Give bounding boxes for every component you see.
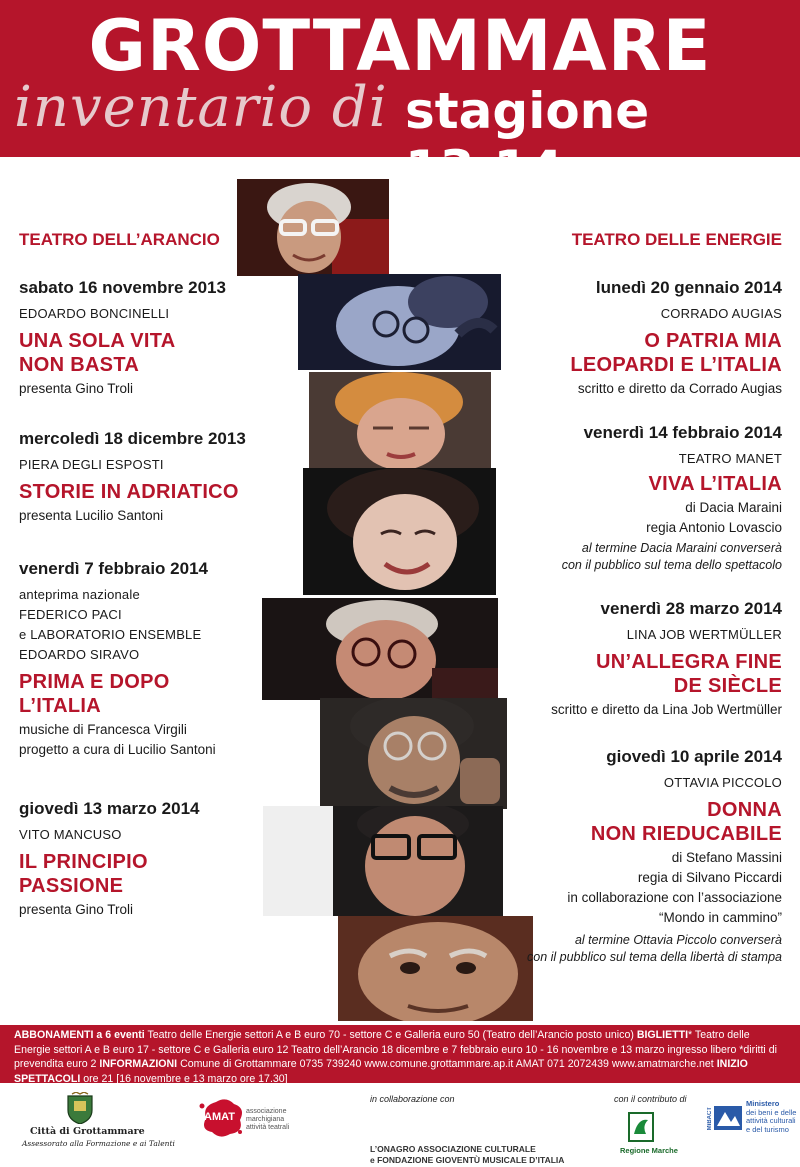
- event-artist: VITO MANCUSO: [19, 827, 122, 842]
- event-note: di Dacia Maraini: [685, 500, 782, 515]
- biglietti-text: * Teatro delle Energie settori A e B euro 17 - settore C e Galleria euro 12 Teatro dell’Arancio 18 dicembre e 7 febbraio euro 10 - 16 novembre e 13 marzo ingresso libero *diritti di prevendita euro 2: [14, 1029, 777, 1070]
- event-artist: PIERA DEGLI ESPOSTI: [19, 457, 164, 472]
- event-note: scritto e diretto da Corrado Augias: [577, 381, 782, 396]
- amat-logo-text: AMAT: [204, 1111, 235, 1123]
- venue-left: TEATRO DELL’ARANCIO: [19, 230, 220, 249]
- event-date: venerdì 7 febbraio 2014: [19, 559, 208, 578]
- amat-subtitle-line: marchigiana: [246, 1116, 285, 1123]
- event-note-italic: al termine Ottavia Piccolo converserà: [574, 933, 782, 947]
- event-date: sabato 16 novembre 2013: [19, 278, 226, 297]
- portrait-photo-2: [298, 274, 501, 370]
- event-artist: LINA JOB WERTMÜLLER: [626, 627, 782, 642]
- event-right-3: [551, 598, 782, 720]
- event-date: lunedì 20 gennaio 2014: [595, 278, 782, 297]
- event-title: UNA SOLA VITA: [19, 330, 176, 352]
- event-note: scritto e diretto da Lina Job Wertmüller: [551, 702, 782, 717]
- collab-label: in collaborazione con: [370, 1094, 455, 1104]
- event-note: presenta Gino Troli: [19, 902, 134, 917]
- event-right-1: [570, 277, 782, 399]
- mibact-icon: [714, 1106, 742, 1135]
- event-date: venerdì 14 febbraio 2014: [583, 423, 782, 442]
- header-banner: [0, 0, 800, 198]
- event-note-italic: al termine Dacia Maraini converserà: [581, 541, 782, 555]
- event-title: DE SIÈCLE: [673, 675, 782, 697]
- event-note-italic: con il pubblico sul tema dello spettacolo: [561, 558, 782, 572]
- info-text: [0, 1025, 800, 1086]
- ministero-line: dei beni e delle: [746, 1107, 797, 1117]
- event-title: NON BASTA: [19, 354, 140, 376]
- event-title: STORIE IN ADRIATICO: [19, 481, 239, 503]
- event-title: L’ITALIA: [19, 695, 102, 717]
- portrait-photo-3: [309, 372, 491, 468]
- event-artist: anteprima nazionale: [19, 587, 140, 602]
- event-title: NON RIEDUCABILE: [590, 823, 782, 845]
- event-title: DONNA: [707, 799, 782, 821]
- event-date: giovedì 13 marzo 2014: [19, 799, 200, 818]
- regione-marche-icon: [628, 1112, 654, 1147]
- event-note: “Mondo in cammino”: [658, 910, 782, 925]
- event-right-2: [562, 422, 782, 574]
- portrait-photo-7: [263, 806, 503, 916]
- portrait-photo-4: [303, 468, 496, 595]
- event-artist: OTTAVIA PICCOLO: [663, 775, 782, 790]
- biglietti-label: BIGLIETTI: [636, 1029, 689, 1041]
- event-title: VIVA L’ITALIA: [648, 473, 782, 495]
- collab-line-1: L’ONAGRO ASSOCIAZIONE CULTURALE: [370, 1144, 536, 1154]
- event-artist: EDOARDO BONCINELLI: [19, 306, 170, 321]
- event-note: presenta Lucilio Santoni: [19, 508, 164, 523]
- venue-right: TEATRO DELLE ENERGIE: [571, 230, 782, 249]
- informazioni-text: Comune di Grottammare 0735 739240 www.comune.grottammare.ap.it AMAT 071 2072439 www.amatmarche.net: [180, 1058, 714, 1070]
- event-date: giovedì 10 aprile 2014: [606, 747, 782, 766]
- event-left-3: [19, 558, 216, 760]
- inizio-text: ore 21 [16 novembre e 13 marzo ore 17.30]: [83, 1072, 288, 1085]
- contrib-label: con il contributo di: [614, 1094, 687, 1104]
- mibact-label: MiBACT: [707, 1107, 713, 1131]
- inizio-label: INIZIO SPETTACOLI: [14, 1058, 748, 1085]
- event-title: UN’ALLEGRA FINE: [596, 651, 782, 673]
- event-note: regia Antonio Lovascio: [646, 520, 782, 535]
- event-artist: EDOARDO SIRAVO: [19, 647, 140, 662]
- event-title: IL PRINCIPIO: [19, 851, 148, 873]
- event-title: LEOPARDI E L’ITALIA: [570, 354, 782, 376]
- portrait-photo-8: [338, 916, 533, 1021]
- event-note: di Stefano Massini: [671, 850, 782, 865]
- event-title: PASSIONE: [19, 875, 124, 897]
- event-note: regia di Silvano Piccardi: [637, 870, 782, 885]
- subtitle-season: stagione 13.14: [405, 82, 650, 198]
- event-note-italic: con il pubblico sul tema della libertà di stampa: [527, 950, 782, 964]
- subtitle-script: inventario di: [14, 75, 388, 140]
- ministero-line: Ministero: [746, 1099, 780, 1108]
- event-artist: CORRADO AUGIAS: [660, 306, 782, 321]
- page-title: GROTTAMMARE: [88, 5, 712, 87]
- event-date: venerdì 28 marzo 2014: [600, 599, 782, 618]
- event-left-2: [19, 428, 246, 526]
- footer-logos: [0, 1088, 800, 1167]
- event-left-4: [19, 798, 199, 920]
- ministero-line: e del turismo: [746, 1124, 789, 1134]
- ministero-line: attività culturali: [746, 1116, 796, 1125]
- amat-subtitle-line: associazione: [246, 1108, 287, 1115]
- event-note: musiche di Francesca Virgili: [19, 722, 187, 737]
- portrait-photo-1: [237, 179, 389, 276]
- event-note: in collaborazione con l’associazione: [567, 890, 782, 905]
- city-name: Città di Grottammare: [30, 1126, 145, 1137]
- collab-line-2: e FONDAZIONE GIOVENTÙ MUSICALE D’ITALIA: [370, 1155, 565, 1165]
- event-left-1: [19, 277, 226, 399]
- ministero-text: [746, 1100, 796, 1134]
- abbonamenti-label: ABBONAMENTI: [14, 1029, 94, 1041]
- abbonamenti-count: a 6 eventi: [96, 1029, 145, 1041]
- info-bar: [0, 1025, 800, 1083]
- portrait-photo-5: [262, 598, 498, 700]
- amat-subtitle-line: attività teatrali: [246, 1124, 290, 1131]
- event-artist: e LABORATORIO ENSEMBLE: [19, 627, 202, 642]
- regione-marche-text: Regione Marche: [620, 1146, 678, 1155]
- event-title: PRIMA E DOPO: [19, 671, 170, 693]
- event-note: presenta Gino Troli: [19, 381, 134, 396]
- event-title: O PATRIA MIA: [644, 330, 782, 352]
- event-date: mercoledì 18 dicembre 2013: [19, 429, 246, 448]
- event-note: progetto a cura di Lucilio Santoni: [19, 742, 216, 757]
- abbonamenti-text: Teatro delle Energie settori A e B euro 70 - settore C e Galleria euro 50 (Teatro dell’Arancio posto unico): [147, 1029, 634, 1041]
- amat-subtitle: [246, 1108, 289, 1132]
- informazioni-label: INFORMAZIONI: [99, 1058, 178, 1070]
- event-artist: FEDERICO PACI: [19, 607, 122, 622]
- event-right-4: [527, 746, 782, 966]
- city-subtitle: Assessorato alla Formazione e ai Talenti: [22, 1139, 175, 1148]
- portrait-photo-6: [320, 698, 507, 809]
- city-crest-icon: [66, 1092, 94, 1129]
- event-artist: TEATRO MANET: [678, 451, 782, 466]
